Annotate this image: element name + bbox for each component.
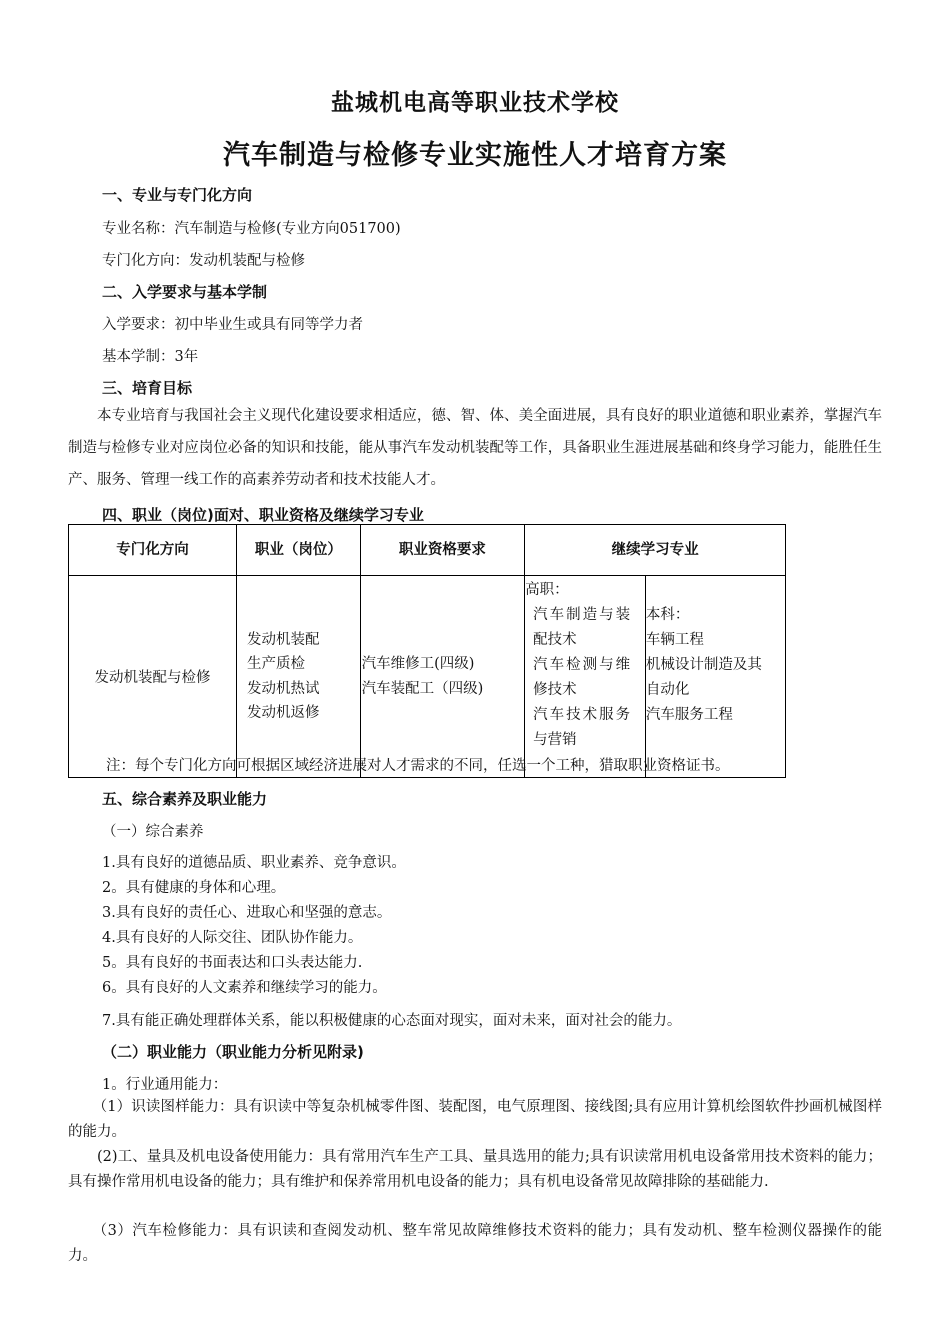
document-title: 汽车制造与检修专业实施性人才培育方案 (223, 140, 727, 171)
table-header-direction: 专门化方向 (69, 525, 237, 576)
table-header-qualification: 职业资格要求 (360, 525, 525, 576)
undergraduate-item: 自动化 (645, 682, 690, 698)
ability-item: (2)工、量具及机电设备使用能力：具有常用汽车生产工具、量具选用的能力;具有识读常用机电设备常用技术资料的能力；具有操作常用机电设备的能力；具有维护和保养常用机电设备的能力；具有机电设备常见故障排除的基础能力. (68, 1149, 882, 1190)
quality-item: 6。具有良好的人文素养和继续学习的能力。 (102, 980, 387, 996)
specialization-direction: 专门化方向：发动机装配与检修 (102, 253, 305, 269)
career-qualification-table (68, 524, 786, 778)
subsection-1-heading: （一）综合素养 (102, 824, 204, 840)
quality-item: 5。具有良好的书面表达和口头表达能力. (102, 955, 363, 971)
table-header-post: 职业（岗位） (237, 525, 361, 576)
entry-requirement: 入学要求：初中毕业生或具有同等学力者 (102, 317, 363, 333)
school-name: 盐城机电高等职业技术学校 (331, 90, 619, 116)
table-header-further-study: 继续学习专业 (525, 525, 786, 576)
table-cell-posts (237, 576, 361, 778)
study-duration: 基本学制：3年 (102, 349, 199, 365)
higher-vocational-item: 汽车技术服务 (533, 707, 633, 723)
quality-item: 3.具有良好的责任心、进取心和坚强的意志。 (102, 905, 392, 921)
higher-vocational-item: 修技术 (533, 682, 577, 698)
training-goal-paragraph: 本专业培育与我国社会主义现代化建设要求相适应，德、智、体、美全面进展，具有良好的职业道德和职业素养，掌握汽车制造与检修专业对应岗位必备的知识和技能，能从事汽车发动机装配等工作，具备职业生涯进展基础和终身学习能力，能胜任生产、服务、管理一线工作的高素养劳动者和技术技能人才。 (68, 408, 882, 488)
ability-item: （3）汽车检修能力：具有识读和查阅发动机、整车常见故障维修技术资料的能力；具有发动机、整车检测仪器操作的能力。 (68, 1223, 882, 1264)
table-cell-undergraduate (645, 576, 785, 778)
section-4-heading: 四、职业（岗位)面对、职业资格及继续学习专业 (102, 506, 424, 524)
subsection-2-heading: （二）职业能力（职业能力分析见附录) (102, 1043, 364, 1061)
table-cell-qualifications (360, 576, 525, 778)
section-5-heading: 五、综合素养及职业能力 (102, 790, 268, 808)
section-2-heading: 二、入学要求与基本学制 (102, 283, 268, 301)
post-item: 发动机装配 (247, 631, 320, 648)
post-item: 生产质检 (247, 656, 306, 672)
higher-vocational-item: 与营销 (533, 732, 577, 748)
quality-item: 2。具有健康的身体和心理。 (102, 880, 286, 896)
ability-item: （1）识读图样能力：具有识读中等复杂机械零件图、装配图，电气原理图、接线图;具有应用计算机绘图软件抄画机械图样的能力。 (68, 1099, 882, 1140)
section-3-heading: 三、培育目标 (102, 379, 193, 397)
post-item: 发动机热试 (247, 680, 320, 697)
quality-item: 1.具有良好的道德品质、职业素养、竞争意识。 (102, 855, 406, 871)
section-1-heading: 一、专业与专门化方向 (102, 186, 253, 204)
higher-vocational-label: 高职： (525, 582, 569, 598)
post-item: 发动机返修 (247, 705, 320, 721)
undergraduate-item: 机械设计制造及其 (645, 657, 762, 673)
undergraduate-item: 车辆工程 (645, 632, 704, 648)
undergraduate-item: 汽车服务工程 (645, 707, 733, 723)
higher-vocational-item: 汽车制造与装 (533, 607, 633, 623)
higher-vocational-item: 配技术 (533, 632, 577, 648)
quality-item: 4.具有良好的人际交往、团队协作能力。 (102, 930, 363, 946)
qualification-item: 汽车维修工(四级) (361, 656, 475, 672)
table-cell-direction: 发动机装配与检修 (69, 576, 237, 778)
table-cell-higher-vocational (525, 576, 646, 778)
general-ability-intro: 1。行业通用能力： (102, 1077, 228, 1093)
higher-vocational-item: 汽车检测与维 (533, 657, 633, 673)
table-header-row (69, 525, 786, 576)
qualification-item: 汽车装配工（四级) (361, 680, 484, 697)
quality-item: 7.具有能正确处理群体关系，能以积极健康的心态面对现实，面对未来，面对社会的能力。 (102, 1013, 682, 1029)
major-name: 专业名称：汽车制造与检修(专业方向051700) (102, 221, 401, 237)
table-note: 注：每个专门化方向可根据区域经济进展对人才需求的不同，任选一个工种，猎取职业资格证书。 (106, 758, 730, 774)
undergraduate-label: 本科： (645, 607, 690, 623)
table-row (69, 576, 786, 778)
